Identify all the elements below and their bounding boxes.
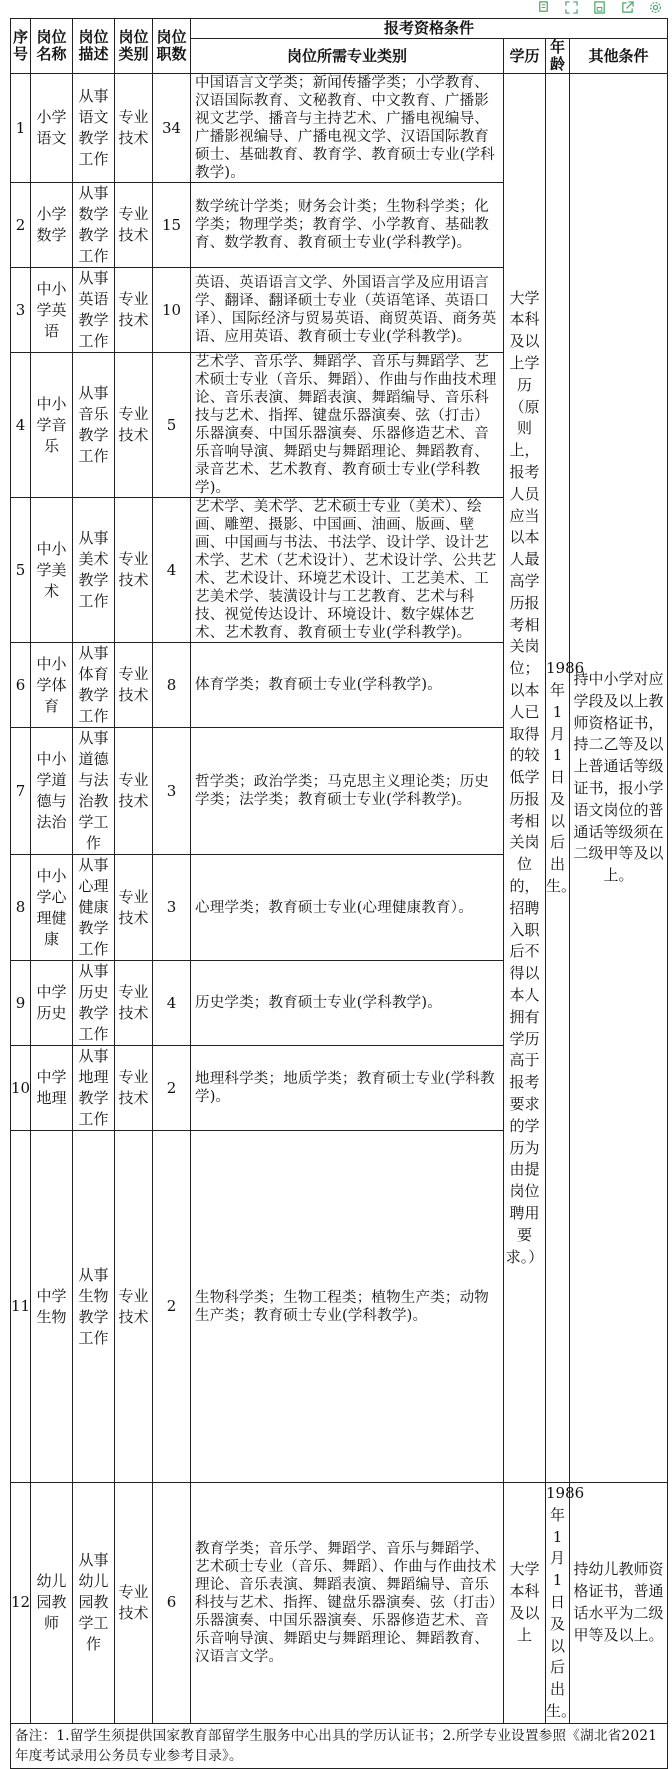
row-position-name: 幼儿园教师 [31, 1483, 73, 1724]
row-position-count: 6 [153, 1483, 191, 1724]
row-position-count: 4 [153, 498, 191, 643]
row-position-name: 中学历史 [31, 961, 73, 1046]
recruitment-table [10, 18, 668, 1769]
row-position-name: 中小学心理健康 [31, 855, 73, 961]
table-row [11, 74, 668, 183]
kindergarten-age-requirement: 1986年1月1日及以后出生。 [546, 1483, 570, 1724]
header-seq: 序号 [11, 19, 31, 74]
row-position-category: 专业技术 [115, 1483, 153, 1724]
row-position-count: 15 [153, 183, 191, 268]
row-position-category: 专业技术 [115, 353, 153, 498]
row-major: 体育学类；教育硕士专业(学科教学)。 [191, 643, 504, 728]
row-position-name: 中学生物 [31, 1131, 73, 1483]
row-seq: 9 [11, 961, 31, 1046]
row-position-desc: 从事生物教学工作 [73, 1131, 115, 1483]
row-position-category: 专业技术 [115, 643, 153, 728]
row-position-desc: 从事语文教学工作 [73, 74, 115, 183]
header-education: 学历 [504, 39, 546, 74]
header-other: 其他条件 [570, 39, 668, 74]
row-position-name: 中小学音乐 [31, 353, 73, 498]
row-position-count: 3 [153, 855, 191, 961]
row-position-category: 专业技术 [115, 183, 153, 268]
row-position-name: 中小学道德与法治 [31, 728, 73, 855]
row-position-count: 3 [153, 728, 191, 855]
row-position-name: 中小学体育 [31, 643, 73, 728]
row-position-category: 专业技术 [115, 268, 153, 353]
row-position-desc: 从事心理健康教学工作 [73, 855, 115, 961]
row-position-name: 小学语文 [31, 74, 73, 183]
row-position-name: 小学数学 [31, 183, 73, 268]
image-toolbar [536, 0, 662, 16]
row-position-name: 中学地理 [31, 1046, 73, 1131]
education-requirement: 大学本科及以上学历（原则上，报考人员应当以本人最高学历报考相关岗位；以本人已取得的较低学历报考相关岗位的，招聘入职后不得以本人拥有学历高于报考要求的学历为由提岗位聘用要求。） [504, 74, 546, 1483]
header-position-name: 岗位名称 [31, 19, 73, 74]
row-seq: 5 [11, 498, 31, 643]
row-position-desc: 从事道德与法治教学工作 [73, 728, 115, 855]
kindergarten-other-requirement: 持幼儿教师资格证书，普通话水平为二级甲等及以上。 [570, 1483, 668, 1724]
row-position-desc: 从事数学教学工作 [73, 183, 115, 268]
row-seq: 10 [11, 1046, 31, 1131]
row-position-desc: 从事英语教学工作 [73, 268, 115, 353]
row-position-name: 中小学美术 [31, 498, 73, 643]
settings-icon[interactable] [648, 0, 662, 14]
header-position-count: 岗位职数 [153, 19, 191, 74]
header-position-desc: 岗位描述 [73, 19, 115, 74]
kindergarten-education-requirement: 大学本科及以上 [504, 1483, 546, 1724]
row-position-category: 专业技术 [115, 498, 153, 643]
row-position-count: 2 [153, 1046, 191, 1131]
row-position-count: 5 [153, 353, 191, 498]
row-seq: 4 [11, 353, 31, 498]
row-major: 生物科学类；生物工程类；植物生产类；动物生产类；教育硕士专业(学科教学)。 [191, 1131, 504, 1483]
row-position-count: 2 [153, 1131, 191, 1483]
expand-icon[interactable] [564, 0, 578, 14]
row-position-desc: 从事历史教学工作 [73, 961, 115, 1046]
row-position-count: 8 [153, 643, 191, 728]
row-position-desc: 从事体育教学工作 [73, 643, 115, 728]
row-position-category: 专业技术 [115, 728, 153, 855]
row-seq: 1 [11, 74, 31, 183]
row-major: 心理学类；教育硕士专业(心理健康教育）。 [191, 855, 504, 961]
row-major: 中国语言文学类；新闻传播学类；小学教育、汉语国际教育、文秘教育、中文教育、广播影视文艺学、播音与主持艺术、广播电视编导、广播影视编导、广播电视文学、汉语国际教育硕士、基础教育、教育学、教育硕士专业(学科教学)。 [191, 74, 504, 183]
row-position-count: 34 [153, 74, 191, 183]
row-seq: 3 [11, 268, 31, 353]
row-seq: 6 [11, 643, 31, 728]
save-icon[interactable] [592, 0, 606, 14]
row-major: 数学统计学类；财务会计类；生物科学类；化学类；物理学类；教育学、小学教育、基础教育、数学教育、教育硕士专业(学科教学)。 [191, 183, 504, 268]
header-major: 岗位所需专业类别 [191, 39, 504, 74]
row-seq: 2 [11, 183, 31, 268]
row-position-category: 专业技术 [115, 1046, 153, 1131]
header-age: 年龄 [546, 39, 570, 74]
other-requirement: 持中小学对应学段及以上教师资格证书，持二乙等及以上普通话等级证书，报小学语文岗位的普通话等级须在二级甲等及以上。 [570, 74, 668, 1483]
row-major: 艺术学、美术学、艺术硕士专业（美术）、绘画、雕塑、摄影、中国画、油画、版画、壁画、中国画与书法、书法学、设计学、设计艺术学、艺术（艺术设计）、艺术设计学、公共艺术、艺术设计、环境艺术设计、工艺美术、工艺美术学、装潢设计与工艺教育、艺术与科技、视觉传达设计、环境设计、数字媒体艺术、艺术教育、教育硕士专业(学科教学)。 [191, 498, 504, 643]
row-position-name: 中小学英语 [31, 268, 73, 353]
row-position-desc: 从事幼儿园教学工作 [73, 1483, 115, 1724]
age-requirement: 1986年1月1日及以后出生。 [546, 74, 570, 1483]
row-position-desc: 从事音乐教学工作 [73, 353, 115, 498]
footnote: 备注：1.留学生须提供国家教育部留学生服务中心出具的学历认证书；2.所学专业设置参照《湖北省2021年度考试录用公务员专业参考目录》。 [11, 1723, 668, 1768]
copy-icon[interactable] [536, 0, 550, 14]
row-seq: 11 [11, 1131, 31, 1483]
row-position-category: 专业技术 [115, 855, 153, 961]
share-icon[interactable] [620, 0, 634, 14]
row-position-desc: 从事地理教学工作 [73, 1046, 115, 1131]
row-position-category: 专业技术 [115, 961, 153, 1046]
row-major: 历史学类；教育硕士专业(学科教学)。 [191, 961, 504, 1046]
row-major: 地理科学类；地质学类；教育硕士专业(学科教学)。 [191, 1046, 504, 1131]
row-seq: 7 [11, 728, 31, 855]
row-major: 教育学类；音乐学、舞蹈学、音乐与舞蹈学、艺术硕士专业（音乐、舞蹈）、作曲与作曲技术理论、音乐表演、舞蹈表演、舞蹈编导、音乐科技与艺术、指挥、键盘乐器演奏、弦（打击）乐器演奏、中国乐器演奏、乐器修造艺术、音乐音响导演、舞蹈史与舞蹈理论、舞蹈教育、汉语言文学。 [191, 1483, 504, 1724]
row-position-desc: 从事美术教学工作 [73, 498, 115, 643]
row-seq: 8 [11, 855, 31, 961]
row-major: 英语、英语语言文学、外国语言学及应用语言学、翻译、翻译硕士专业（英语笔译、英语口译）、国际经济与贸易英语、商贸英语、商务英语、应用英语、教育硕士专业(学科教学)。 [191, 268, 504, 353]
row-seq: 12 [11, 1483, 31, 1724]
header-position-category: 岗位类别 [115, 19, 153, 74]
row-position-count: 4 [153, 961, 191, 1046]
row-major: 哲学类；政治学类；马克思主义理论类；历史学类；法学类；教育硕士专业(学科教学)。 [191, 728, 504, 855]
row-position-count: 10 [153, 268, 191, 353]
table-row [11, 1483, 668, 1724]
row-major: 艺术学、音乐学、舞蹈学、音乐与舞蹈学、艺术硕士专业（音乐、舞蹈）、作曲与作曲技术理论、音乐表演、舞蹈表演、舞蹈编导、音乐科技与艺术、指挥、键盘乐器演奏、弦（打击）乐器演奏、中国乐器演奏、乐器修造艺术、音乐音响导演、舞蹈史与舞蹈理论、舞蹈教育、录音艺术、艺术教育、教育硕士专业(学科教学)。 [191, 353, 504, 498]
row-position-category: 专业技术 [115, 74, 153, 183]
header-qualification: 报考资格条件 [191, 19, 668, 39]
row-position-category: 专业技术 [115, 1131, 153, 1483]
